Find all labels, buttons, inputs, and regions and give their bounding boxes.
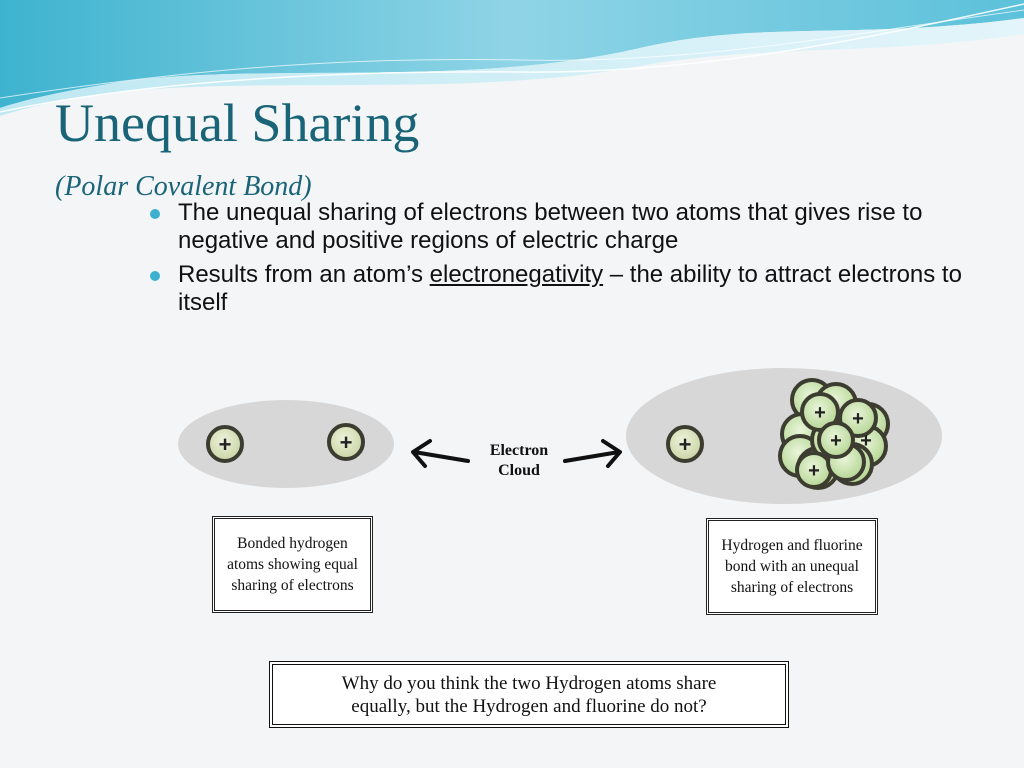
proton-plus-label: + (678, 432, 692, 457)
electron-cloud-label (474, 441, 564, 481)
question-box (269, 661, 789, 728)
hydrogen-proton-left (208, 427, 242, 461)
proton-plus-label: + (339, 430, 353, 455)
left-caption-text: Bonded hydrogen atoms showing equal sharing of electrons (227, 535, 358, 594)
bullet-text-pre: Results from an atom’s (178, 261, 430, 288)
right-caption-text: Hydrogen and fluorine bond with an unequal sharing of electrons (721, 537, 863, 596)
bullet-item (150, 199, 970, 255)
arrow-right-icon (565, 441, 620, 466)
bullet-dot-icon (150, 209, 160, 219)
bond-diagram (0, 360, 1024, 520)
bullet-dot-icon (150, 271, 160, 281)
question-text: Why do you think the two Hydrogen atoms share equally, but the Hydrogen and fluorine do not? (341, 672, 717, 717)
fluorine-proton-plus: + (808, 460, 820, 482)
electronegativity-term: electronegativity (429, 261, 604, 288)
fluorine-proton-plus: + (852, 408, 864, 430)
proton-plus-label: + (218, 432, 232, 457)
fluorine-proton-plus: + (814, 402, 826, 424)
bullet-list (150, 199, 970, 323)
hydrogen-proton-hf (668, 427, 702, 461)
fluorine-proton-plus: + (860, 430, 872, 452)
slide-title: Unequal Sharing (55, 93, 420, 153)
bullet-text-post: – the ability to attract electrons to itself (178, 261, 962, 316)
left-caption-box (212, 516, 373, 613)
right-caption-box (706, 518, 878, 615)
bullet-item (150, 261, 970, 317)
slide-subtitle: (Polar Covalent Bond) (55, 171, 312, 202)
electron-cloud-label-line1: Electron (489, 442, 549, 459)
bullet-text: The unequal sharing of electrons between two atoms that gives rise to negative and positive regions of electric charge (178, 199, 923, 254)
fluorine-proton-plus: + (830, 430, 842, 452)
arrow-left-icon (413, 441, 468, 466)
hydrogen-proton-right (329, 425, 363, 459)
electron-cloud-label-line2: Cloud (498, 462, 540, 479)
